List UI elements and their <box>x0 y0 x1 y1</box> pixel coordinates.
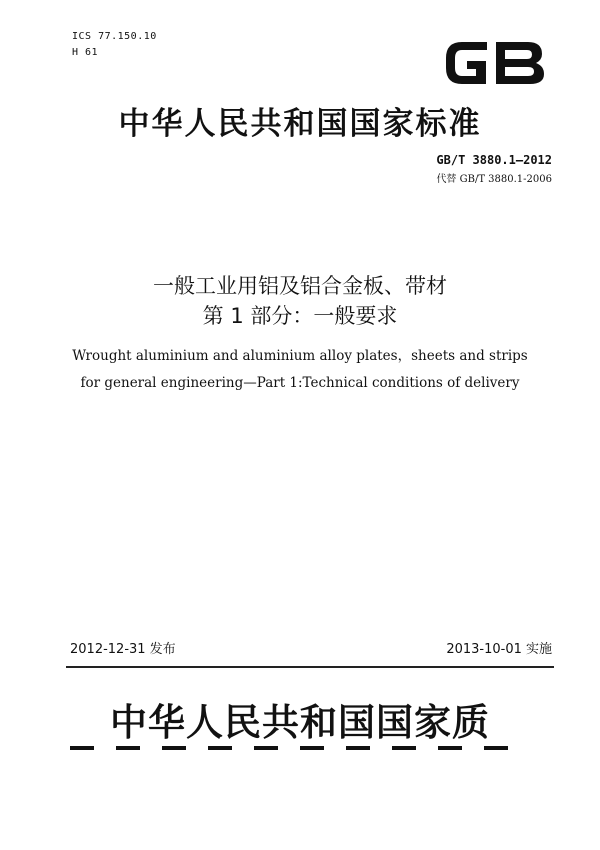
replaces-standard: 代替 GB/T 3880.1-2006 <box>436 174 552 185</box>
issue-date: 2012-12-31 发布 <box>70 642 176 657</box>
divider-line <box>66 666 554 668</box>
title-english-line-2: for general engineering—Part 1:Technical conditions of delivery <box>80 375 520 391</box>
publisher-name: 中华人民共和国国家质 <box>110 700 490 744</box>
ccs-code: H 61 <box>72 47 99 58</box>
national-standard-heading: 中华人民共和国国家标准 <box>118 106 482 142</box>
standard-number: GB/T 3880.1—2012 <box>436 153 552 167</box>
title-chinese-line-2: 第 1 部分：一般要求 <box>202 304 398 328</box>
ics-code: ICS 77.150.10 <box>72 31 157 42</box>
implementation-date: 2013-10-01 实施 <box>446 642 552 657</box>
title-english-line-1: Wrought aluminium and aluminium alloy plates，sheets and strips <box>72 348 528 364</box>
title-chinese-line-1: 一般工业用铝及铝合金板、带材 <box>153 274 447 298</box>
cropped-text-fragment <box>70 746 540 756</box>
gb-logo <box>440 34 550 92</box>
